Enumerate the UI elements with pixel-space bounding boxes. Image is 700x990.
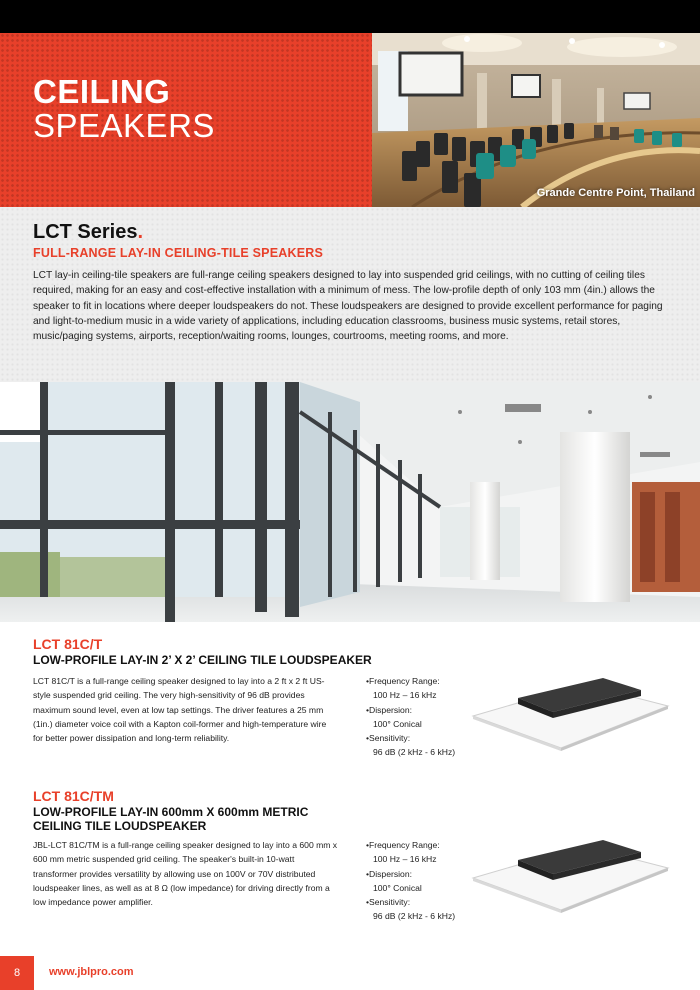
product-description: LCT 81C/T is a full-range ceiling speaker designed to lay into a 2 ft x 2 ft US-style suspended grid ceiling. The very high-sensitivity of 96 dB provides maximum sound level, even at low tap settings. The driver features a 25 mm (1in.) diameter voice coil with a Kapton coil-former and high-temperature wire for better power dissipation and long-term reliability. [33, 676, 327, 744]
spec-label: • Dispersion: [366, 705, 412, 715]
top-black-bar [0, 0, 700, 33]
lobby-photo [0, 382, 700, 622]
series-title [33, 221, 143, 244]
series-description: LCT lay-in ceiling-tile speakers are full-range ceiling speakers designed to lay into suspended grid ceilings, with no cutting of ceiling tiles required, making for an easy and cost-effective installation with a minimum of mess. The low-profile depth of only 103 mm (4in.) allows the speaker to fit in locations where deeper loudspeakers do not. These loudspeakers are designed to provide excellent performance for paging and light-to-medium music in a wide variety of applications, including education classrooms, business music systems, retail stores, music/paging systems, airports, reception/waiting rooms, lounges, courtrooms, meeting rooms, and more. [33, 270, 663, 343]
series-title-text: LCT Series [33, 221, 138, 243]
speaker-product-image [463, 676, 673, 756]
spec-label: • Frequency Range: [366, 676, 440, 686]
spec-value: 96 dB (2 kHz - 6 kHz) [373, 911, 456, 922]
website-link[interactable]: www.jblpro.com [49, 966, 134, 978]
product-name: LCT 81C/TM [33, 788, 114, 804]
product-name: LCT 81C/T [33, 636, 103, 652]
spec-value: 100 Hz – 16 kHz [373, 690, 437, 701]
title-line-1: CEILING [33, 73, 171, 110]
product-subtitle: LOW-PROFILE LAY-IN 2’ X 2’ CEILING TILE LOUDSPEAKER [33, 653, 372, 667]
spec-label: • Sensitivity: [366, 897, 410, 907]
ballroom-photo [372, 33, 700, 207]
spec-value: 100° Conical [373, 882, 422, 893]
spec-label: • Dispersion: [366, 869, 412, 879]
product-lct-81c-t [33, 636, 673, 766]
spec-value: 100 Hz – 16 kHz [373, 854, 437, 865]
product-subtitle: LOW-PROFILE LAY-IN 600mm X 600mm METRIC CEILING TILE LOUDSPEAKER [33, 805, 309, 833]
photo-caption: Grande Centre Point, Thailand [536, 187, 695, 199]
spec-label: • Frequency Range: [366, 840, 440, 850]
series-subtitle: FULL-RANGE LAY-IN CEILING-TILE SPEAKERS [33, 246, 323, 260]
page-number: 8 [0, 956, 34, 990]
title-line-2: SPEAKERS [33, 107, 215, 144]
series-title-dot: . [137, 221, 144, 243]
series-intro [0, 207, 700, 382]
product-description: JBL-LCT 81C/TM is a full-range ceiling speaker designed to lay into a 600 mm x 600 mm metric suspended grid ceiling. The speaker's built-in 10-watt transformer provides versatility by allowing use on 100V or 70V distributed loudspeaker lines, as well as at 8 Ω (low impedance) for driving directly from a low impedance power amplifier. [33, 840, 338, 908]
page-title [33, 75, 215, 143]
spec-label: • Sensitivity: [366, 733, 410, 743]
spec-value: 100° Conical [373, 718, 422, 729]
speaker-product-image [463, 838, 673, 918]
lobby-illustration [0, 382, 700, 622]
product-lct-81c-tm [33, 788, 673, 938]
hero-banner [0, 33, 372, 207]
spec-value: 96 dB (2 kHz - 6 kHz) [373, 747, 456, 758]
ballroom-illustration [372, 33, 700, 207]
